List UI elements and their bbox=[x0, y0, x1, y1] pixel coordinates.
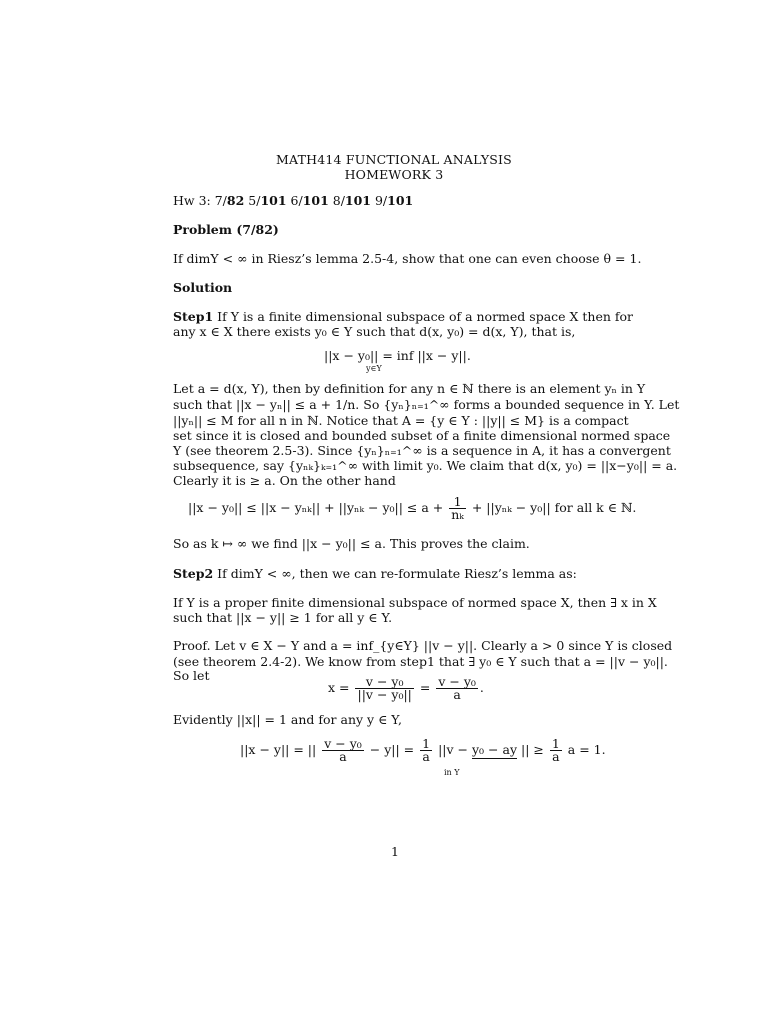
problem-heading: Problem (7/82) bbox=[173, 222, 279, 237]
para2-line-2: such that ||x − yₙ|| ≤ a + 1/n. So {yₙ}ₙ₌₁^∞ forms a bounded sequence in Y. Let bbox=[173, 397, 680, 412]
eq4-part-e: a = 1. bbox=[567, 742, 606, 757]
eq2-right: + ||yₙₖ − y₀|| for all k ∈ ℕ. bbox=[471, 500, 637, 515]
hw-text: 6/ bbox=[286, 193, 303, 208]
step2-text: If dimY < ∞, then we can re-formulate Riesz’s lemma as: bbox=[213, 566, 577, 581]
eq4-part-c: ||v − bbox=[438, 742, 469, 757]
hw-bold: 101 bbox=[302, 193, 329, 208]
eq3-num1: v − y₀ bbox=[355, 676, 413, 689]
para2-line-1: Let a = d(x, Y), then by definition for any n ∈ ℕ there is an element yₙ in Y bbox=[173, 381, 646, 396]
solution-heading: Solution bbox=[173, 280, 233, 295]
hw-bold: 101 bbox=[387, 193, 414, 208]
step1-line-2: any x ∈ X there exists y₀ ∈ Y such that d(x, y₀) = d(x, Y), that is, bbox=[173, 324, 576, 339]
para3: So as k ↦ ∞ we find ||x − y₀|| ≤ a. This proves the claim. bbox=[173, 536, 530, 551]
eq4-num1: v − y₀ bbox=[324, 736, 362, 751]
hw-bold: 101 bbox=[260, 193, 287, 208]
step1-label: Step1 bbox=[173, 309, 214, 324]
eq3-period: . bbox=[479, 680, 484, 695]
para4-line-1: If Y is a proper finite dimensional subspace of normed space X, then ∃ x in X bbox=[173, 595, 657, 610]
page-number: 1 bbox=[391, 844, 399, 859]
hw-text: Hw 3: 7/ bbox=[173, 193, 227, 208]
equation-4 bbox=[240, 738, 606, 763]
eq2-left: ||x − y₀|| ≤ ||x − yₙₖ|| + ||yₙₖ − y₀|| ≤ a + bbox=[188, 500, 444, 515]
hw-assignment-line bbox=[173, 193, 617, 208]
para2-line-5: Y (see theorem 2.5-3). Since {yₙ}ₙ₌₁^∞ is a sequence in A, it has a convergent bbox=[173, 443, 671, 458]
underbrace-label: in Y bbox=[444, 768, 460, 777]
eq4-den2: a bbox=[422, 749, 430, 764]
eq3-fraction-2 bbox=[436, 676, 478, 701]
eq4-underbraced: y₀ − ay bbox=[472, 742, 518, 757]
eq3-lhs: x = bbox=[328, 680, 350, 695]
eq3-fraction-1 bbox=[355, 676, 413, 701]
eq3-num2: v − y₀ bbox=[438, 674, 476, 689]
step1-text: If Y is a finite dimensional subspace of a normed space X then for bbox=[213, 309, 634, 324]
eq3-den2: a bbox=[453, 687, 461, 702]
equation-1-subscript: y∈Y bbox=[366, 364, 382, 373]
hw-text: 9/ bbox=[371, 193, 388, 208]
proof-line-3: So let bbox=[173, 668, 210, 683]
eq4-num2: 1 bbox=[422, 736, 431, 751]
hw-bold: 101 bbox=[344, 193, 371, 208]
step2-label: Step2 bbox=[173, 566, 214, 581]
para2-line-3: ||yₙ|| ≤ M for all n in ℕ. Notice that A = {y ∈ Y : ||y|| ≤ M} is a compact bbox=[173, 413, 629, 428]
hw-text: 5/ bbox=[244, 193, 261, 208]
eq2-fraction bbox=[449, 496, 466, 521]
eq4-fraction-2 bbox=[420, 738, 432, 763]
proof-line-2: (see theorem 2.4-2). We know from step1 that ∃ y₀ ∈ Y such that a = ||v − y₀||. bbox=[173, 654, 668, 669]
eq4-fraction-1 bbox=[322, 738, 364, 763]
eq2-denominator: nₖ bbox=[451, 507, 464, 522]
hw-text: 8/ bbox=[328, 193, 345, 208]
equation-3 bbox=[328, 676, 484, 701]
eq4-den1: a bbox=[339, 749, 347, 764]
proof-line-1: Proof. Let v ∈ X − Y and a = inf_{y∈Y} ||v − y||. Clearly a > 0 since Y is closed bbox=[173, 638, 673, 653]
para2-line-6: subsequence, say {yₙₖ}ₖ₌₁^∞ with limit y₀. We claim that d(x, y₀) = ||x−y₀|| = a. bbox=[173, 458, 678, 473]
para5: Evidently ||x|| = 1 and for any y ∈ Y, bbox=[173, 712, 402, 727]
eq3-den1: ||v − y₀|| bbox=[357, 687, 412, 702]
equation-2 bbox=[188, 496, 636, 521]
para4-line-2: such that ||x − y|| ≥ 1 for all y ∈ Y. bbox=[173, 610, 393, 625]
para2-line-4: set since it is closed and bounded subset of a finite dimensional normed space bbox=[173, 428, 671, 443]
eq4-den3: a bbox=[552, 749, 560, 764]
eq4-num3: 1 bbox=[551, 736, 560, 751]
para2-line-7: Clearly it is ≥ a. On the other hand bbox=[173, 473, 396, 488]
eq4-part-b: − y|| = bbox=[369, 742, 415, 757]
eq4-part-a: ||x − y|| = || bbox=[240, 742, 317, 757]
eq2-numerator: 1 bbox=[449, 496, 466, 509]
step2-line bbox=[173, 566, 617, 581]
homework-title: HOMEWORK 3 bbox=[344, 167, 444, 182]
course-title: MATH414 FUNCTIONAL ANALYSIS bbox=[276, 152, 512, 167]
step1-line-1 bbox=[173, 309, 634, 324]
eq4-fraction-3 bbox=[550, 738, 562, 763]
eq3-equals: = bbox=[419, 680, 431, 695]
equation-1: ||x − y₀|| = inf ||x − y||. bbox=[324, 348, 471, 363]
eq4-part-d: || ≥ bbox=[521, 742, 544, 757]
problem-statement: If dimY < ∞ in Riesz’s lemma 2.5-4, show that one can even choose θ = 1. bbox=[173, 251, 642, 266]
hw-bold: 82 bbox=[226, 193, 245, 208]
